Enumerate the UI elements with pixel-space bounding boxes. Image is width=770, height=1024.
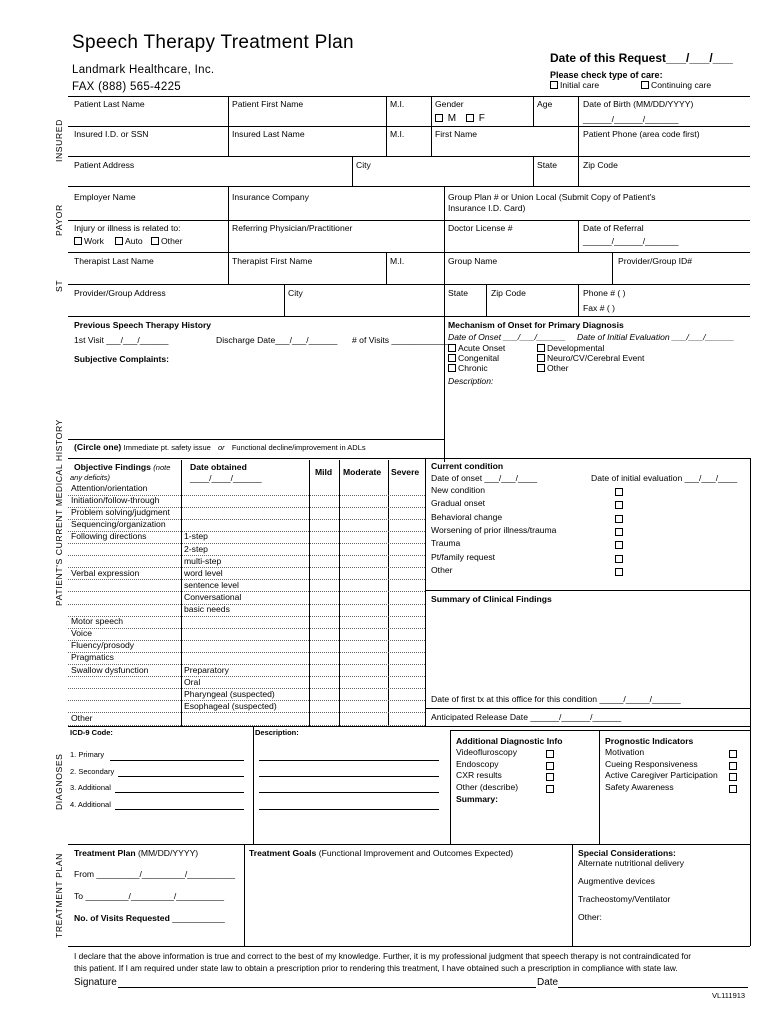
special-item[interactable]: Other: [578,912,602,922]
provider-city-label: City [288,288,303,298]
finding-label: Swallow dysfunction [71,664,149,675]
table-row-line [68,712,425,713]
initial-care-option[interactable]: Initial care [550,81,599,91]
doctor-license-label: Doctor License # [448,223,513,233]
diag-info-checkbox[interactable] [546,773,554,781]
finding-label: Verbal expression [71,567,140,578]
current-condition-header: Current condition [431,461,504,471]
special-item[interactable]: Tracheostomy/Ventilator [578,894,671,904]
subjective-complaints-label: Subjective Complaints: [74,354,170,364]
diag-info-checkbox[interactable] [546,750,554,758]
first-tx-date-field[interactable]: Date of first tx at this office for this condition _____/_____/______ [431,694,681,704]
condition-checkbox[interactable] [615,515,623,523]
provider-zip-label: Zip Code [491,288,526,298]
finding-sublabel: 1-step [184,531,208,542]
finding-label: Voice [71,628,93,639]
insurance-company-label: Insurance Company [232,192,309,202]
primary-label: 1. Primary [70,750,105,759]
number-of-visits-field[interactable]: # of Visits ____________ [352,335,449,345]
prognostic-item: Safety Awareness [605,782,674,793]
finding-label: Motor speech [71,616,124,627]
prognostic-checkbox[interactable] [729,773,737,781]
special-considerations-header: Special Considerations: [578,848,676,858]
description-label: Description: [448,376,494,386]
condition-item: Pt/family request [431,551,495,562]
state-label: State [537,160,558,170]
prognostic-checkbox[interactable] [729,750,737,758]
acute-onset-checkbox[interactable] [448,344,456,352]
finding-label: Other [71,712,93,723]
insured-id-label: Insured I.D. or SSN [74,129,149,139]
signature-line[interactable] [118,987,536,988]
condition-checkbox[interactable] [615,568,623,576]
declaration-line-1: I declare that the above information is true and correct to the best of my knowledge. Further, it is my professional judgment that speech therapy is not contraindicated for [74,951,692,961]
patient-address-label: Patient Address [74,160,135,170]
condition-item: Other [431,564,453,575]
date-line[interactable] [558,987,748,988]
form-title: Speech Therapy Treatment Plan [72,32,354,53]
therapist-first-name-label: Therapist First Name [232,256,313,266]
diag-info-item: Videofluroscopy [456,747,517,757]
insured-mi-label: M.I. [390,129,405,139]
treatment-goals-header: Treatment Goals (Functional Improvement and Outcomes Expected) [249,848,514,858]
insured-last-name-label: Insured Last Name [232,129,305,139]
finding-sublabel: multi-step [184,555,222,566]
condition-item: Behavioral change [431,511,503,522]
table-row-line [68,555,425,556]
section-label-diagnoses: DIAGNOSES [54,753,64,810]
severe-header: Severe [391,467,420,477]
auto-option[interactable]: Auto [115,237,143,247]
age-label: Age [537,99,553,109]
gender-m-checkbox[interactable] [435,114,443,122]
provider-phone-label: Phone # ( ) [583,288,626,298]
table-row-line [68,604,425,605]
secondary-label: 2. Secondary [70,767,115,776]
other-checkbox[interactable] [151,237,159,245]
therapist-mi-label: M.I. [390,256,405,266]
prognostic-checkbox[interactable] [729,762,737,770]
group-name-label: Group Name [448,256,498,266]
diag-description-label: Description: [255,728,299,737]
section-label-st: ST [54,279,64,292]
prognostic-item: Motivation [605,747,645,757]
provider-state-label: State [448,288,469,298]
auto-checkbox[interactable] [115,237,123,245]
finding-sublabel: word level [184,567,223,578]
date-of-onset-field[interactable]: Date of Onset ___/___/______ [448,332,566,342]
condition-item: New condition [431,485,485,495]
finding-label: Attention/orientation [71,483,148,493]
finding-label: Problem solving/judgment [71,507,170,518]
developmental-checkbox[interactable] [537,344,545,352]
employer-name-label: Employer Name [74,192,136,202]
date-of-referral-field[interactable]: ______/______/_______ [583,236,679,246]
condition-checkbox[interactable] [615,488,623,496]
chronic-checkbox[interactable] [448,364,456,372]
section-label-history: PATIENT'S CURRENT MEDICAL HISTORY [54,419,64,606]
circle-one-row: (Circle one) Immediate pt. safety issue or Functional decline/improvement in ADLs [74,442,366,452]
table-row-line [68,591,425,592]
diag-info-checkbox[interactable] [546,785,554,793]
insured-first-name-label: First Name [435,129,478,139]
continuing-care-checkbox[interactable] [641,81,649,89]
additional-info-header: Additional Diagnostic Info [456,736,563,746]
diag-info-item: Endoscopy [456,758,499,769]
section-label-plan: TREATMENT PLAN [54,853,64,938]
date-obtained-header: Date obtained [190,462,247,472]
mechanism-other-option[interactable]: Other [537,364,569,374]
diag-info-item: CXR results [456,770,502,781]
discharge-date-field[interactable]: Discharge Date___/___/______ [216,335,338,345]
table-row-line [68,676,425,677]
prognostic-item: Active Caregiver Participation [605,770,718,781]
provider-group-id-label: Provider/Group ID# [618,256,693,266]
provider-address-label: Provider/Group Address [74,288,166,298]
city-label: City [356,160,371,170]
patient-phone-label: Patient Phone (area code first) [583,129,700,139]
gender-m-option[interactable]: M [435,113,456,125]
finding-sublabel: sentence level [184,579,239,590]
care-type-prompt: Please check type of care: [550,70,663,80]
finding-label: Initiation/follow-through [71,495,160,506]
additional-4-label: 4. Additional [70,800,111,809]
finding-label: Following directions [71,531,147,542]
acute-onset-option[interactable]: Acute Onset [448,344,505,354]
clinical-summary-label: Summary of Clinical Findings [431,594,552,604]
condition-item: Worsening of prior illness/trauma [431,524,557,535]
finding-sublabel: Pharyngeal (suspected) [184,688,275,699]
patient-mi-label: M.I. [390,99,405,109]
mild-header: Mild [315,467,333,477]
date-label: Date [537,977,559,988]
condition-item: Gradual onset [431,498,485,509]
date-of-referral-label: Date of Referral [583,223,644,233]
condition-checkbox[interactable] [615,528,623,536]
signature-label: Signature [74,977,117,988]
provider-fax-label: Fax # ( ) [583,303,615,313]
declaration-line-2: this patient. If I am required under state law to obtain a prescription prior to rendering this treatment, I have obtained such a prescription in compliance with state law. [74,963,678,973]
objective-findings-header: Objective Findings (note [74,462,171,472]
icd9-code-label: ICD-9 Code: [70,728,113,737]
diag-info-checkbox[interactable] [546,762,554,770]
table-row-line [68,628,425,629]
condition-item: Trauma [431,538,461,549]
finding-sublabel: Esophageal (suspected) [184,700,277,711]
moderate-header: Moderate [343,467,382,477]
neuro-option[interactable]: Neuro/CV/Cerebral Event [537,354,644,364]
special-item[interactable]: Augmentive devices [578,876,655,886]
prev-therapy-label: Previous Speech Therapy History [74,320,212,330]
date-obtained-field[interactable]: ____/____/______ [190,473,262,483]
initial-evaluation-field[interactable]: Date of Initial Evaluation ___/___/______ [577,332,735,342]
patient-last-name-label: Patient Last Name [74,99,145,109]
therapist-last-name-label: Therapist Last Name [74,256,154,266]
finding-sublabel: basic needs [184,604,230,614]
gender-f-checkbox[interactable] [466,114,474,122]
gender-label: Gender [435,99,464,109]
finding-sublabel: Preparatory [184,664,229,675]
form-id: VL111913 [712,991,746,1000]
neuro-checkbox[interactable] [537,354,545,362]
section-label-insured: INSURED [54,119,64,162]
chronic-option[interactable]: Chronic [448,364,488,374]
zip-label: Zip Code [583,160,618,170]
finding-sublabel: Conversational [184,591,242,602]
group-plan-label: Group Plan # or Union Local (Submit Copy of Patient's [448,192,656,202]
table-row-line [68,543,425,544]
dob-field[interactable]: ______/______/_______ [583,114,679,124]
finding-sublabel: Oral [184,676,201,687]
congenital-option[interactable]: Congenital [448,354,499,364]
other-option[interactable]: Other [151,237,183,247]
prognostic-checkbox[interactable] [729,785,737,793]
diag-summary-label: Summary: [456,794,499,804]
referring-physician-label: Referring Physician/Practitioner [232,223,353,233]
finding-sublabel: 2-step [184,543,208,554]
treatment-plan-header: Treatment Plan (MM/DD/YYYY) [74,848,199,858]
finding-label: Fluency/prosody [71,640,135,651]
initial-care-checkbox[interactable] [550,81,558,89]
table-row-line [68,579,425,580]
objective-findings-note: any deficits) [70,473,111,482]
condition-onset-field[interactable]: Date of onset ___/___/____ [431,473,538,483]
fax-number: FAX (888) 565-4225 [72,81,181,93]
condition-checkbox[interactable] [615,555,623,563]
company-name: Landmark Healthcare, Inc. [72,64,215,76]
table-row-line [68,725,425,726]
plan-from-field[interactable]: From _________/_________/__________ [74,869,236,879]
finding-label: Pragmatics [71,652,114,663]
table-row-line [68,652,425,653]
gender-f-option[interactable]: F [466,113,485,125]
date-of-request[interactable]: Date of this Request___/___/___ [550,51,733,65]
condition-initial-eval-field[interactable]: Date of initial evaluation ___/___/____ [591,473,738,483]
special-item[interactable]: Alternate nutritional delivery [578,858,685,868]
prognostic-item: Cueing Responsiveness [605,758,698,769]
prognostic-header: Prognostic Indicators [605,736,694,746]
continuing-care-option[interactable]: Continuing care [641,81,711,91]
group-plan-label-2: Insurance I.D. Card) [448,203,526,213]
section-label-payor: PAYOR [54,204,64,236]
injury-related-label: Injury or illness is related to: [74,223,181,233]
condition-checkbox[interactable] [615,541,623,549]
patient-first-name-label: Patient First Name [232,99,304,109]
work-option[interactable]: Work [74,237,104,247]
congenital-checkbox[interactable] [448,354,456,362]
mechanism-onset-label: Mechanism of Onset for Primary Diagnosis [448,320,624,330]
condition-checkbox[interactable] [615,501,623,509]
additional-3-label: 3. Additional [70,783,111,792]
developmental-option[interactable]: Developmental [537,344,604,354]
first-visit-field[interactable]: 1st Visit ___/___/______ [74,335,169,345]
work-checkbox[interactable] [74,237,82,245]
diag-info-item: Other (describe) [456,782,519,793]
dob-label: Date of Birth (MM/DD/YYYY) [583,99,694,109]
finding-label: Sequencing/organization [71,519,166,530]
release-date-field[interactable]: Anticipated Release Date ______/______/______ [431,712,622,722]
plan-to-field[interactable]: To _________/_________/__________ [74,891,225,901]
visits-requested-field[interactable]: No. of Visits Requested ___________ [74,913,225,923]
mechanism-other-checkbox[interactable] [537,364,545,372]
